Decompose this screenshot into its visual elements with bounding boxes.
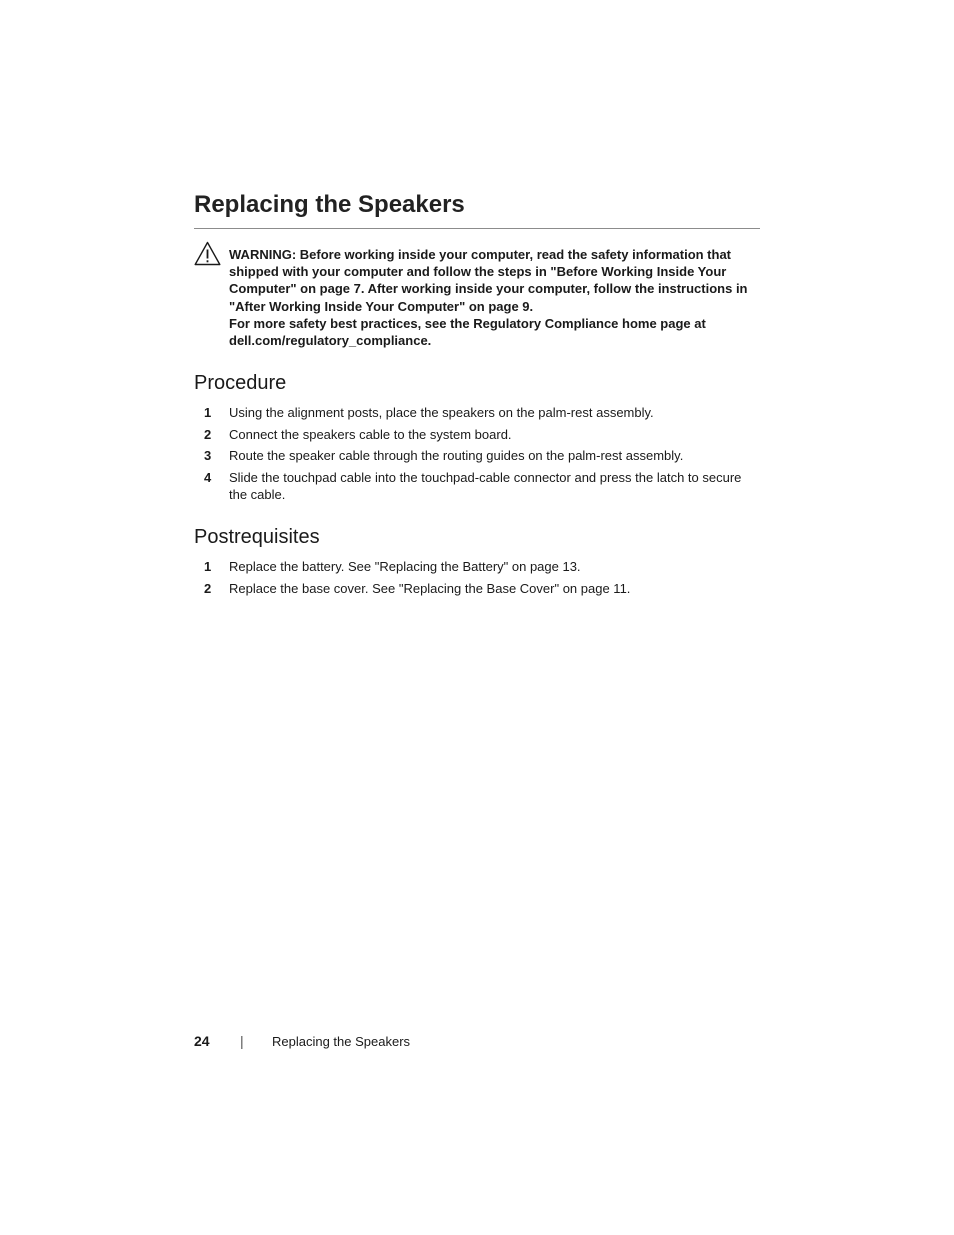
title-divider — [194, 228, 760, 229]
postrequisite-step — [194, 580, 760, 597]
step-number: 3 — [204, 448, 212, 464]
step-text: Replace the base cover. See "Replacing the Base Cover" on page 11. — [229, 580, 631, 596]
procedure-heading: Procedure — [194, 372, 287, 394]
step-number: 4 — [204, 470, 212, 486]
step-number: 1 — [204, 405, 212, 420]
postrequisite-step — [194, 558, 760, 575]
procedure-step — [194, 426, 760, 443]
page-title: Replacing the Speakers — [194, 191, 465, 218]
warning-paragraph: For more safety best practices, see the Regulatory Compliance home page at dell.com/regulatory_compliance. — [229, 315, 706, 349]
step-text: Using the alignment posts, place the speakers on the palm-rest assembly. — [229, 405, 654, 420]
step-text: Connect the speakers cable to the system board. — [229, 426, 512, 442]
postrequisites-heading: Postrequisites — [194, 526, 320, 548]
step-text: Replace the battery. See "Replacing the Battery" on page 13. — [229, 559, 581, 574]
warning-paragraph: WARNING: Before working inside your computer, read the safety information that shipped with your computer and follow the steps in "Before Working Inside Your Computer" on page 7. After working inside your computer, follow the instructions in "After Working Inside Your Computer" on page 9. — [229, 247, 748, 314]
step-text: Route the speaker cable through the routing guides on the palm-rest assembly. — [229, 448, 684, 464]
footer-page-number: 24 — [194, 1033, 210, 1049]
procedure-step — [194, 404, 760, 421]
postrequisites-steps — [194, 558, 760, 601]
step-number: 2 — [204, 580, 212, 596]
step-number: 1 — [204, 559, 212, 574]
step-number: 2 — [204, 426, 212, 442]
footer-section-title: Replacing the Speakers — [272, 1034, 411, 1049]
warning-message — [229, 246, 759, 349]
procedure-steps — [194, 404, 760, 508]
procedure-step — [194, 447, 760, 464]
step-text: Slide the touchpad cable into the touchpad-cable connector and press the latch to secure the cable. — [229, 470, 742, 503]
warning-triangle-icon — [194, 241, 221, 266]
procedure-step — [194, 469, 760, 503]
footer-separator: | — [240, 1033, 244, 1049]
